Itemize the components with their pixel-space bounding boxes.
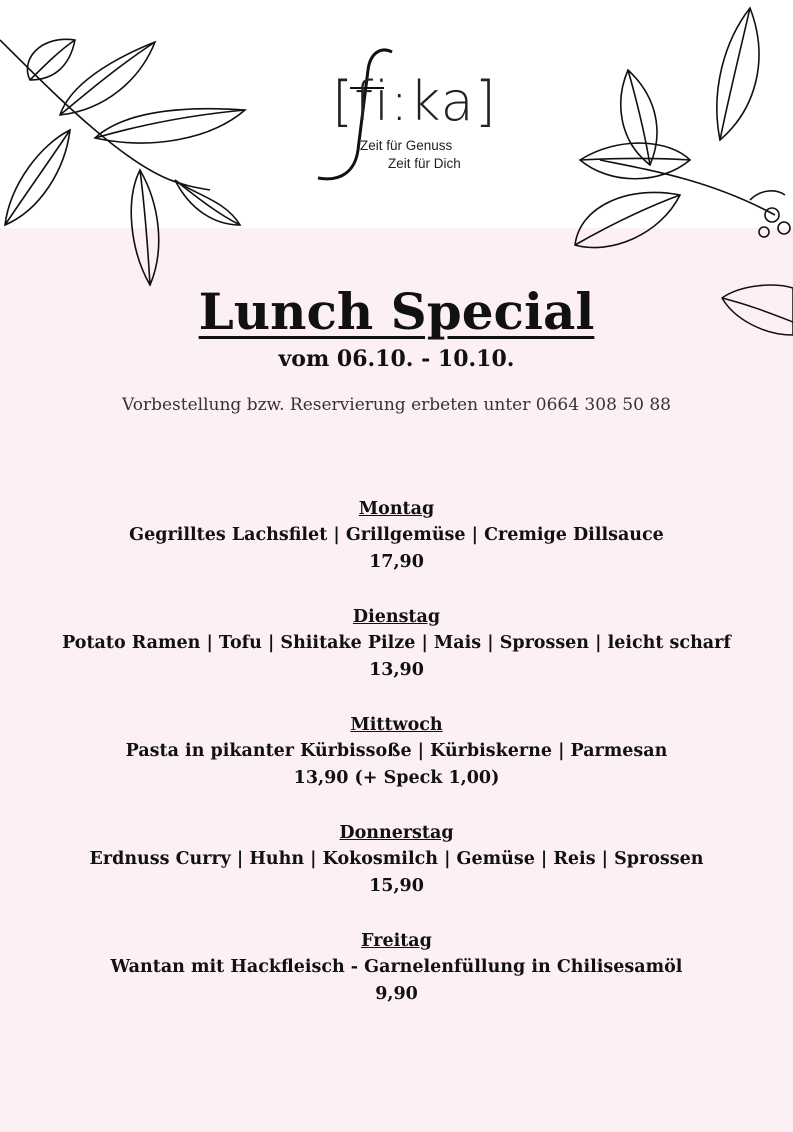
leaf-branch-right-icon	[560, 0, 793, 260]
day-price: 13,90 (+ Speck 1,00)	[293, 768, 500, 788]
page-title: Lunch Special	[198, 282, 595, 341]
menu-list	[0, 496, 793, 1036]
menu-day-dienstag	[0, 604, 793, 712]
day-name: Dienstag	[352, 607, 441, 627]
menu-day-donnerstag	[0, 820, 793, 928]
day-price: 9,90	[375, 984, 418, 1004]
day-price: 15,90	[369, 876, 424, 896]
leaf-branch-left-icon	[0, 20, 260, 290]
menu-day-freitag	[0, 928, 793, 1036]
day-dish: Pasta in pikanter Kürbissoße | Kürbiskerne | Parmesan	[125, 741, 668, 761]
day-dish: Potato Ramen | Tofu | Shiitake Pilze | Mais | Sprossen | leicht scharf	[62, 633, 731, 653]
logo-tagline-1: Zeit für Genuss	[360, 138, 453, 153]
day-name: Freitag	[361, 931, 432, 951]
reservation-note: Vorbestellung bzw. Reservierung erbeten unter 0664 308 50 88	[122, 395, 671, 415]
fika-logo	[300, 40, 500, 190]
day-name: Donnerstag	[339, 823, 454, 843]
day-dish: Gegrilltes Lachsfilet | Grillgemüse | Cremige Dillsauce	[129, 525, 664, 545]
day-name: Mittwoch	[350, 715, 443, 735]
day-price: 17,90	[369, 552, 424, 572]
day-name: Montag	[358, 499, 435, 519]
menu-day-montag	[0, 496, 793, 604]
logo-tagline-2: Zeit für Dich	[388, 156, 461, 171]
date-range: vom 06.10. - 10.10.	[278, 346, 515, 372]
day-price: 13,90	[369, 660, 424, 680]
day-dish: Wantan mit Hackfleisch - Garnelenfüllung in Chilisesamöl	[110, 957, 683, 977]
menu-day-mittwoch	[0, 712, 793, 820]
logo-wordmark: [fi:ka]	[332, 70, 497, 133]
day-dish: Erdnuss Curry | Huhn | Kokosmilch | Gemüse | Reis | Sprossen	[89, 849, 704, 869]
